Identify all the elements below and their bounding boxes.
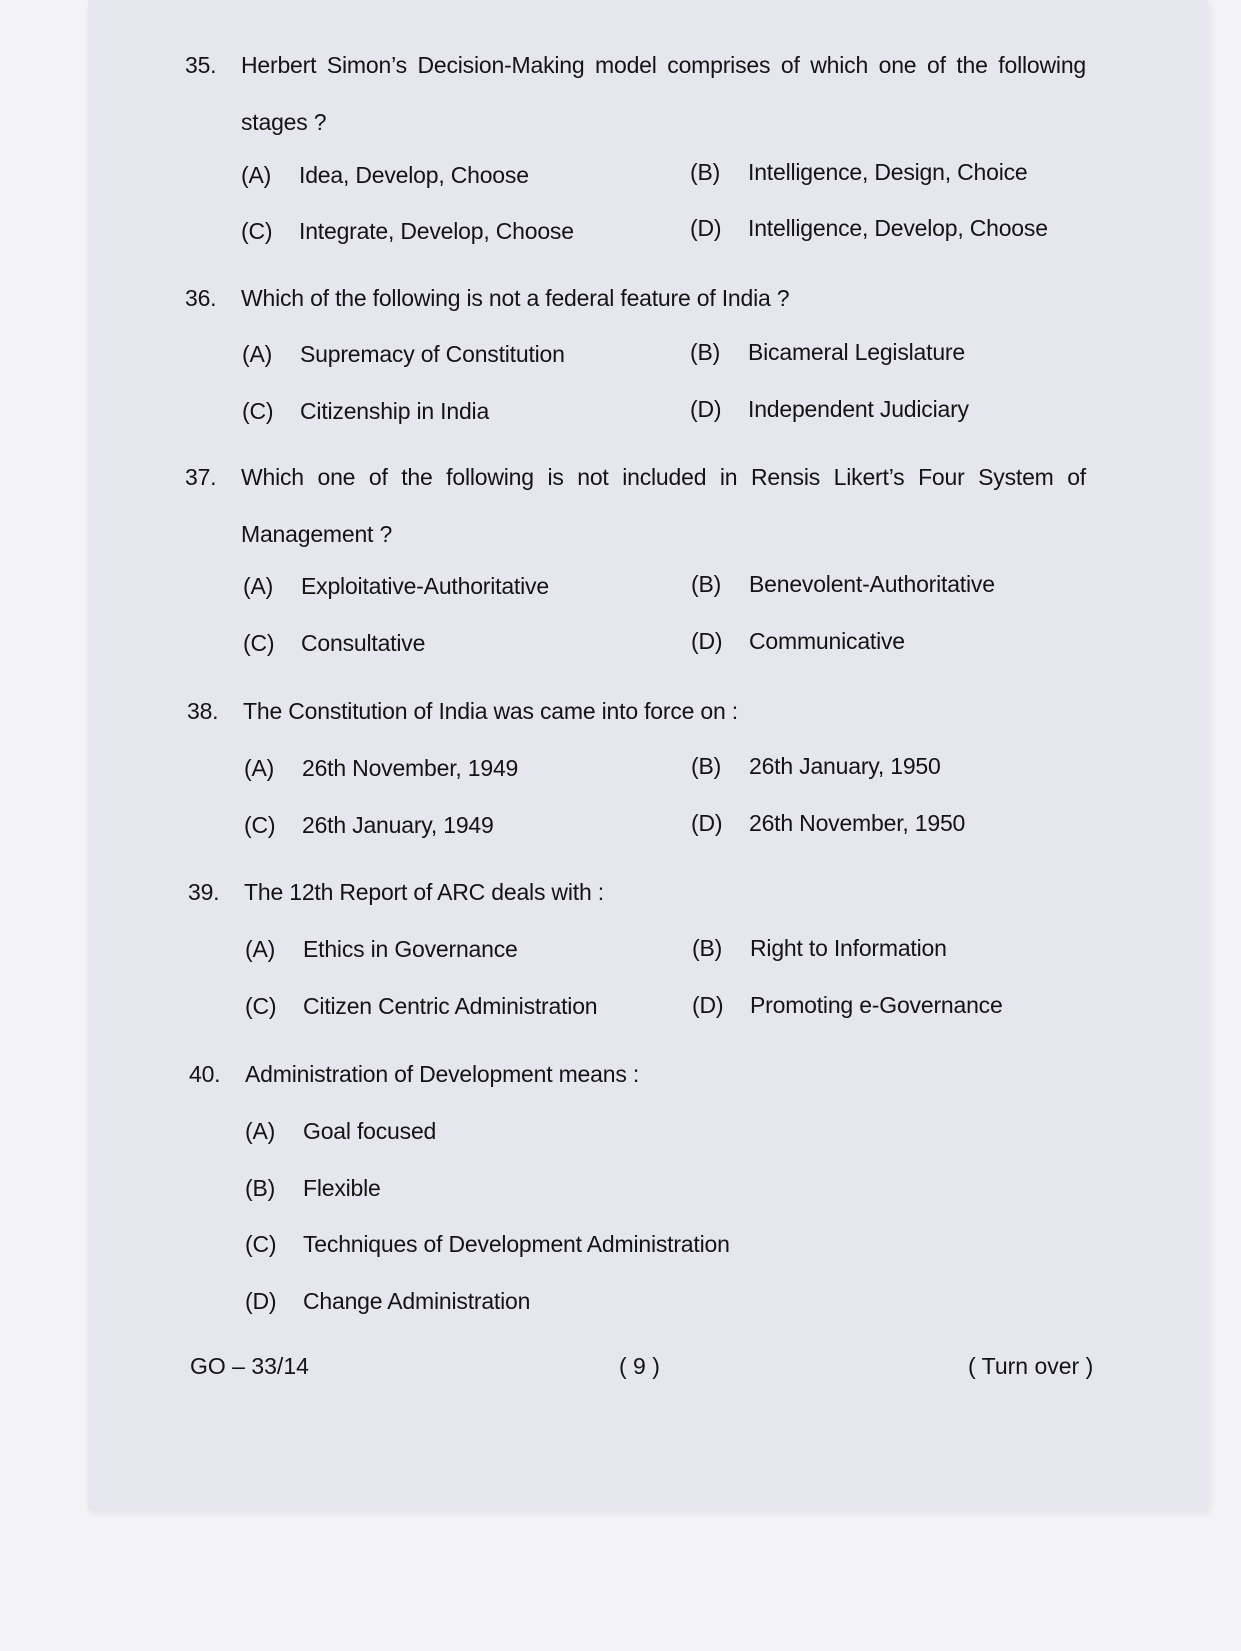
option-label: (A) xyxy=(242,341,273,367)
question-text: The Constitution of India was came into force on : xyxy=(243,698,738,724)
option-38-c xyxy=(244,812,494,839)
option-text: Consultative xyxy=(301,630,426,656)
option-label: (B) xyxy=(690,159,721,185)
option-text: Goal focused xyxy=(303,1118,437,1144)
option-36-a xyxy=(242,341,565,368)
option-35-b xyxy=(690,159,1028,186)
option-label: (A) xyxy=(245,1118,276,1144)
option-37-a xyxy=(243,573,549,600)
question-text: Administration of Development means : xyxy=(245,1061,640,1087)
option-text: 26th November, 1949 xyxy=(302,755,519,781)
option-37-d xyxy=(691,628,905,655)
option-label: (A) xyxy=(245,936,276,962)
option-label: (D) xyxy=(690,215,722,241)
option-label: (D) xyxy=(692,992,724,1018)
option-35-a xyxy=(241,162,529,189)
paper-code: GO – 33/14 xyxy=(190,1353,309,1379)
option-37-b xyxy=(691,571,995,598)
option-text: Intelligence, Design, Choice xyxy=(748,159,1028,185)
option-text: Communicative xyxy=(749,628,905,654)
option-label: (C) xyxy=(245,1231,277,1257)
option-36-d xyxy=(690,396,969,423)
option-text: Exploitative-Authoritative xyxy=(301,573,549,599)
option-39-d xyxy=(692,992,1003,1019)
option-38-b xyxy=(691,753,941,780)
option-39-b xyxy=(692,935,947,962)
option-label: (D) xyxy=(691,810,723,836)
option-40-c xyxy=(245,1231,730,1258)
option-label: (C) xyxy=(244,812,276,838)
option-label: (B) xyxy=(691,571,722,597)
option-text: Techniques of Development Administration xyxy=(303,1231,730,1257)
page-number: ( 9 ) xyxy=(619,1353,660,1379)
option-39-c xyxy=(245,993,597,1020)
option-36-c xyxy=(242,398,489,425)
question-text: The 12th Report of ARC deals with : xyxy=(244,879,604,905)
option-label: (C) xyxy=(241,218,273,244)
question-number: 36. xyxy=(185,285,217,311)
option-40-d xyxy=(245,1288,530,1315)
question-text: Herbert Simon’s Decision-Making model comprises of which one of the following stages ? xyxy=(241,52,1086,135)
option-36-b xyxy=(690,339,965,366)
option-text: Ethics in Governance xyxy=(303,936,518,962)
turn-over-note: ( Turn over ) xyxy=(968,1353,1094,1379)
option-text: Supremacy of Constitution xyxy=(300,341,565,367)
option-text: Citizen Centric Administration xyxy=(303,993,598,1019)
option-text: Change Administration xyxy=(303,1288,531,1314)
option-label: (B) xyxy=(690,339,721,365)
question-number: 38. xyxy=(187,698,219,724)
option-label: (D) xyxy=(245,1288,277,1314)
question-text: Which of the following is not a federal feature of India ? xyxy=(241,285,790,311)
option-label: (C) xyxy=(245,993,277,1019)
option-label: (A) xyxy=(244,755,275,781)
option-38-a xyxy=(244,755,518,782)
option-text: Bicameral Legislature xyxy=(748,339,965,365)
option-label: (B) xyxy=(692,935,723,961)
question-number: 37. xyxy=(185,464,217,490)
option-text: Benevolent-Authoritative xyxy=(749,571,995,597)
option-label: (B) xyxy=(245,1175,276,1201)
option-text: Citizenship in India xyxy=(300,398,490,424)
option-text: Promoting e-Governance xyxy=(750,992,1003,1018)
option-text: Integrate, Develop, Choose xyxy=(299,218,574,244)
option-40-b xyxy=(245,1175,381,1202)
option-text: Intelligence, Develop, Choose xyxy=(748,215,1048,241)
option-text: 26th November, 1950 xyxy=(749,810,966,836)
question-number: 40. xyxy=(189,1061,221,1087)
option-40-a xyxy=(245,1118,436,1145)
option-37-c xyxy=(243,630,425,657)
option-label: (D) xyxy=(690,396,722,422)
option-text: 26th January, 1949 xyxy=(302,812,494,838)
option-text: Right to Information xyxy=(750,935,947,961)
option-label: (A) xyxy=(241,162,272,188)
option-text: Idea, Develop, Choose xyxy=(299,162,529,188)
option-text: 26th January, 1950 xyxy=(749,753,941,779)
option-label: (A) xyxy=(243,573,274,599)
option-text: Independent Judiciary xyxy=(748,396,969,422)
question-text: Which one of the following is not included in Rensis Likert’s Four System of Management ? xyxy=(241,464,1086,547)
option-38-d xyxy=(691,810,965,837)
option-label: (D) xyxy=(691,628,723,654)
option-39-a xyxy=(245,936,518,963)
option-label: (B) xyxy=(691,753,722,779)
option-35-c xyxy=(241,218,574,245)
option-label: (C) xyxy=(242,398,274,424)
option-35-d xyxy=(690,215,1048,242)
question-number: 39. xyxy=(188,879,220,905)
option-label: (C) xyxy=(243,630,275,656)
question-number: 35. xyxy=(185,52,217,78)
option-text: Flexible xyxy=(303,1175,381,1201)
